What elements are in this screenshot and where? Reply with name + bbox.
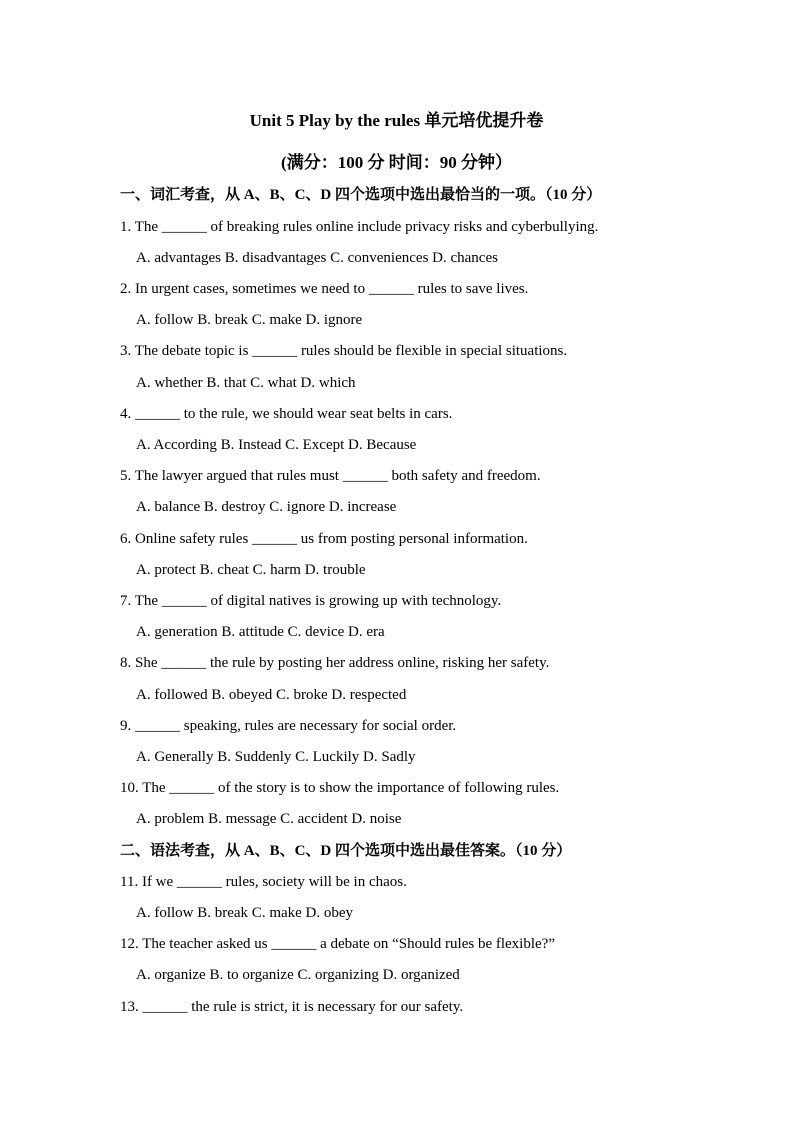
question-7-options: A. generation B. attitude C. device D. era <box>136 624 385 640</box>
section-2-heading: 二、语法考查，从 A、B、C、D 四个选项中选出最佳答案。（10 分） <box>120 843 572 859</box>
question-3-options: A. whether B. that C. what D. which <box>136 375 356 391</box>
question-1-options: A. advantages B. disadvantages C. conveniences D. chances <box>136 250 498 266</box>
question-11-options: A. follow B. break C. make D. obey <box>136 905 354 921</box>
document-subtitle: (满分：100 分 时间：90 分钟） <box>281 153 512 172</box>
question-5: 5. The lawyer argued that rules must ______ both safety and freedom. <box>120 468 541 484</box>
question-2-options: A. follow B. break C. make D. ignore <box>136 312 363 328</box>
question-12-options: A. organize B. to organize C. organizing D. organized <box>136 967 460 983</box>
question-8: 8. She ______ the rule by posting her address online, risking her safety. <box>120 655 550 671</box>
question-10-options: A. problem B. message C. accident D. noise <box>136 811 402 827</box>
question-3: 3. The debate topic is ______ rules should be flexible in special situations. <box>120 343 568 359</box>
question-5-options: A. balance B. destroy C. ignore D. increase <box>136 499 397 515</box>
section-1-heading: 一、词汇考查，从 A、B、C、D 四个选项中选出最恰当的一项。（10 分） <box>120 187 602 203</box>
question-1: 1. The ______ of breaking rules online include privacy risks and cyberbullying. <box>120 219 599 235</box>
question-11: 11. If we ______ rules, society will be in chaos. <box>120 874 407 890</box>
question-10: 10. The ______ of the story is to show the importance of following rules. <box>120 780 560 796</box>
question-6-options: A. protect B. cheat C. harm D. trouble <box>136 562 366 578</box>
document-title: Unit 5 Play by the rules 单元培优提升卷 <box>249 111 544 130</box>
question-7: 7. The ______ of digital natives is growing up with technology. <box>120 593 502 609</box>
question-9-options: A. Generally B. Suddenly C. Luckily D. Sadly <box>136 749 416 765</box>
question-4: 4. ______ to the rule, we should wear seat belts in cars. <box>120 406 453 422</box>
question-9: 9. ______ speaking, rules are necessary for social order. <box>120 718 457 734</box>
question-2: 2. In urgent cases, sometimes we need to ______ rules to save lives. <box>120 281 529 297</box>
question-4-options: A. According B. Instead C. Except D. Because <box>136 437 417 453</box>
question-8-options: A. followed B. obeyed C. broke D. respected <box>136 687 407 703</box>
question-13: 13. ______ the rule is strict, it is necessary for our safety. <box>120 999 464 1015</box>
question-6: 6. Online safety rules ______ us from posting personal information. <box>120 531 528 547</box>
question-12: 12. The teacher asked us ______ a debate on “Should rules be flexible?” <box>120 936 555 952</box>
